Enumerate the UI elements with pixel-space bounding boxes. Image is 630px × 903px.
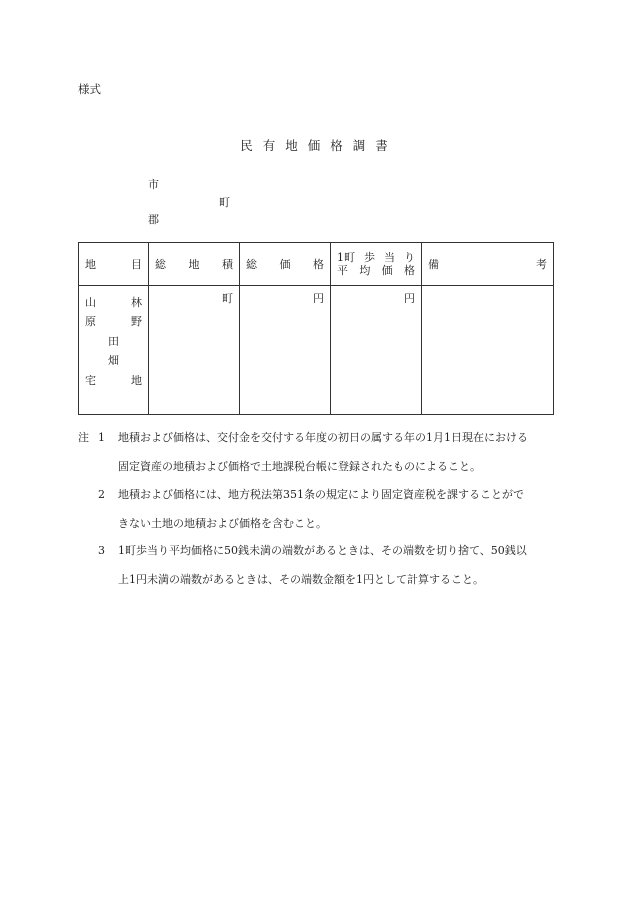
category-field <box>85 312 142 332</box>
note-text: 地積および価格は、交付金を交付する年度の初日の属する年の1月1日現在における <box>118 431 528 444</box>
total-price-cell <box>240 286 331 415</box>
note-number: 1 <box>98 431 105 444</box>
category-char: 田 <box>108 334 119 348</box>
document-title: 民有地価格調書 <box>240 138 398 153</box>
remarks-cell <box>422 286 554 415</box>
header-total-area-char: 総 <box>155 258 166 271</box>
table-header-row <box>79 243 554 286</box>
header-avg-line1-char: 歩 <box>364 251 375 264</box>
note-number: 2 <box>98 488 105 501</box>
average-price-cell <box>331 286 422 415</box>
location-city: 市 <box>148 178 159 191</box>
header-avg-line1-char: り <box>404 251 415 264</box>
note-text: 1町歩当り平均価格に50銭未満の端数があるときは、その端数を切り捨て、50銭以 <box>118 544 527 557</box>
header-total-price-char: 格 <box>313 258 324 271</box>
land-category-cell <box>79 286 149 415</box>
form-label: 様式 <box>78 82 101 96</box>
avg-price-unit: 円 <box>404 292 415 305</box>
header-average-price <box>331 243 422 286</box>
note-number: 3 <box>98 544 105 557</box>
header-avg-line1-char: 1町 <box>337 251 355 264</box>
category-farm <box>85 351 142 371</box>
category-char: 地 <box>131 373 142 387</box>
notes-label: 注 <box>78 431 89 444</box>
location-county: 郡 <box>148 213 159 226</box>
land-price-table <box>78 242 554 415</box>
category-paddy <box>85 331 142 351</box>
header-remarks <box>422 243 554 286</box>
area-unit: 町 <box>222 292 233 305</box>
header-total-price-char: 総 <box>246 258 257 271</box>
category-char: 山 <box>85 295 96 309</box>
note-1-line2: 固定資産の地積および価格で土地課税台帳に登録されたものによること。 <box>118 460 481 473</box>
header-remarks-char: 考 <box>536 258 547 271</box>
header-total-area <box>149 243 240 286</box>
header-land-category <box>79 243 149 286</box>
category-char: 原 <box>85 315 96 329</box>
table-body-row <box>79 286 554 415</box>
header-total-area-char: 地 <box>188 258 200 271</box>
price-unit: 円 <box>313 292 324 305</box>
header-avg-line2-char: 価 <box>381 264 393 277</box>
note-text: 地積および価格には、地方税法第351条の規定により固定資産税を課することがで <box>118 488 524 501</box>
note-3-line1 <box>78 542 527 558</box>
header-land-category-char: 地 <box>85 258 96 271</box>
header-land-category-char: 目 <box>131 258 142 271</box>
category-char: 林 <box>131 295 142 309</box>
header-remarks-char: 備 <box>428 258 439 271</box>
category-forest <box>85 292 142 312</box>
note-1-line1 <box>78 429 528 445</box>
header-avg-line2-char: 均 <box>359 264 371 277</box>
total-area-cell <box>149 286 240 415</box>
category-residential <box>85 370 142 390</box>
header-avg-line1-char: 当 <box>384 251 395 264</box>
note-2-line2: きない土地の地積および価格を含むこと。 <box>118 517 327 530</box>
header-avg-line2-char: 格 <box>403 264 415 277</box>
category-char: 畑 <box>108 354 119 368</box>
header-avg-line2-char: 平 <box>337 264 348 277</box>
note-3-line2: 上1円未満の端数があるときは、その端数金額を1円として計算すること。 <box>118 573 484 586</box>
header-total-area-char: 積 <box>222 258 233 271</box>
category-char: 野 <box>131 315 142 329</box>
location-town: 町 <box>219 196 230 209</box>
category-char: 宅 <box>85 373 96 387</box>
header-total-price <box>240 243 331 286</box>
note-2-line1 <box>78 486 524 502</box>
header-total-price-char: 価 <box>279 258 291 271</box>
